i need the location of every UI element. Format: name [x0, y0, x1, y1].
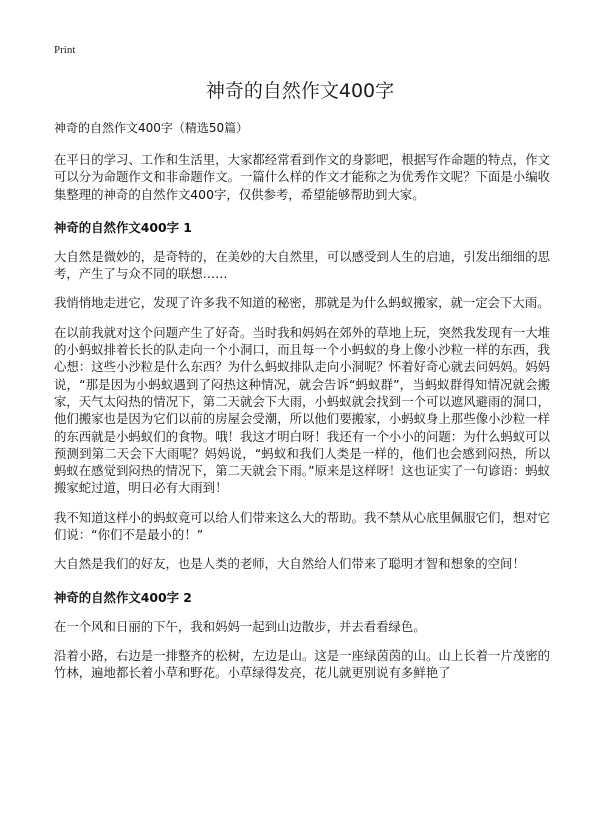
- intro-paragraph: 在平日的学习、工作和生活里，大家都经常看到作文的身影吧，根据写作命题的特点，作文可以分为命题作文和非命题作文。一篇什么样的作文才能称之为优秀作文呢？下面是小编收集整理的神奇的自然作文400字，仅供参考，希望能够帮助到大家。: [54, 152, 550, 202]
- essay-1-paragraph-1: 大自然是微妙的，是奇特的，在美妙的大自然里，可以感受到人生的启迪，引发出细细的思考，产生了与众不同的联想……: [54, 248, 550, 282]
- article-body: [54, 120, 550, 694]
- essay-1-paragraph-2: 我悄悄地走进它，发现了许多我不知道的秘密，那就是为什么蚂蚁搬家，就一定会下大雨。: [54, 295, 550, 311]
- essay-1-paragraph-5: 大自然是我们的好友，也是人类的老师，大自然给人们带来了聪明才智和想象的空间！: [54, 556, 525, 572]
- essay-1-paragraph-4: 我不知道这样小的蚂蚁竟可以给人们带来这么大的帮助。我不禁从心底里佩服它们，想对它们说：“你们不是最小的！”: [54, 509, 550, 543]
- essay-2-paragraph-2: 沿着小路，右边是一排整齐的松树，左边是山。这是一座绿茵茵的山。山上长着一片茂密的竹林，遍地都长着小草和野花。小草绿得发亮，花儿就更别说有多鲜艳了: [54, 647, 550, 681]
- essay-2-paragraph-1: 在一个风和日丽的下午，我和妈妈一起到山边散步，并去看看绿色。: [54, 618, 426, 634]
- page-title: 神奇的自然作文400字: [205, 80, 395, 102]
- essay-heading-1: 神奇的自然作文400字 1: [54, 219, 192, 235]
- essay-1-paragraph-3: 在以前我就对这个问题产生了好奇。当时我和妈妈在郊外的草地上玩，突然我发现有一大堆的小蚂蚁排着长长的队走向一个小洞口，而且每一个小蚂蚁的身上像小沙粒一样的东西，我心想：这些小沙粒是什么东西？为什么蚂蚁排队走向小洞呢？怀着好奇心就去问妈妈。妈妈说，“那是因为小蚂蚁遇到了闷热这种情况，就会告诉“蚂蚁群”，当蚂蚁群得知情况就会搬家，天气太闷热的情况下，第二天就会下大雨，小蚂蚁就会找到一个可以遮风避雨的洞口，他们搬家也是因为它们以前的房屋会受潮，所以他们要搬家，小蚂蚁身上那些像小沙粒一样的东西就是小蚂蚁们的食物。哦！我这才明白呀！我还有一个小小的问题：为什么蚂蚁可以预测到第二天会下大雨呢？妈妈说，“蚂蚁和我们人类是一样的，他们也会感到闷热，所以蚂蚁在感觉到闷热的情况下，第二天就会下雨。”原来是这样呀！这也证实了一句谚语：蚂蚁搬家蛇过道，明日必有大雨到！: [54, 324, 550, 496]
- print-link[interactable]: Print: [54, 44, 76, 56]
- essay-heading-2: 神奇的自然作文400字 2: [54, 589, 192, 605]
- article-subtitle: 神奇的自然作文400字（精选50篇）: [54, 121, 249, 135]
